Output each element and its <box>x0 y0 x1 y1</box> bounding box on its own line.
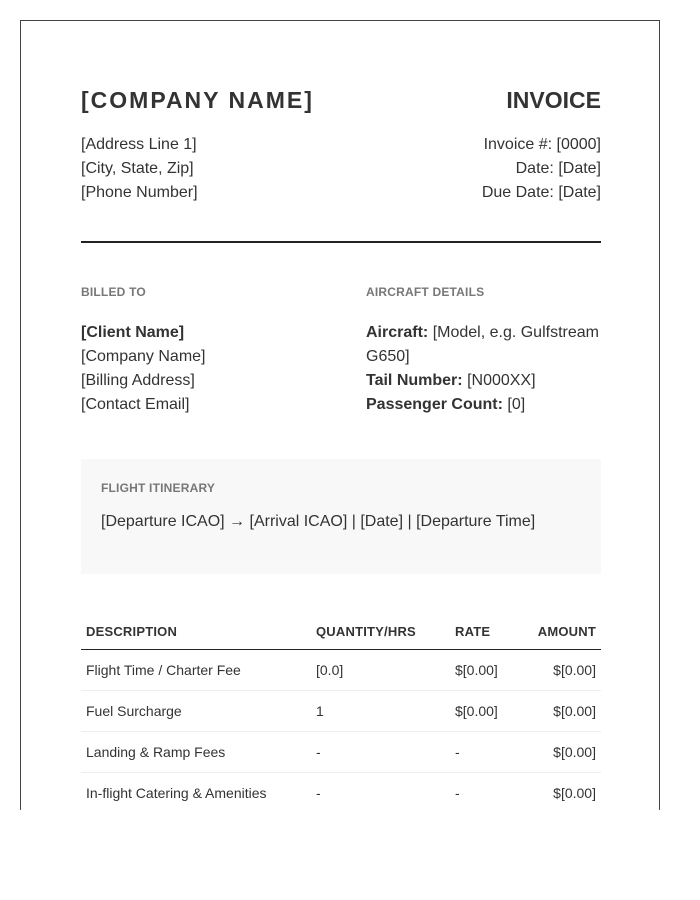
column-header-description: DESCRIPTION <box>81 613 311 650</box>
aircraft-details-label: AIRCRAFT DETAILS <box>366 285 485 299</box>
tail-number-label: Tail Number: <box>366 372 463 389</box>
tail-number-row <box>366 369 606 393</box>
due-date-value: [Date] <box>558 184 601 201</box>
phone-number: [Phone Number] <box>81 184 198 201</box>
table-row <box>81 732 601 773</box>
invoice-header <box>81 87 601 237</box>
invoice-number-row <box>482 133 601 157</box>
column-header-quantity: QUANTITY/HRS <box>311 613 450 650</box>
company-address <box>81 133 198 205</box>
header-divider <box>81 241 601 243</box>
aircraft-model-value: [Model, e.g. Gulfstream <box>432 324 599 341</box>
invoice-title: INVOICE <box>506 87 601 113</box>
row-description: Fuel Surcharge <box>81 691 311 732</box>
client-company-name: [Company Name] <box>81 348 206 365</box>
row-amount: $[0.00] <box>525 773 601 811</box>
invoice-meta <box>482 133 601 205</box>
passenger-count-label: Passenger Count: <box>366 396 503 413</box>
row-quantity: - <box>311 732 450 773</box>
row-description: Landing & Ramp Fees <box>81 732 311 773</box>
invoice-sheet <box>20 20 660 810</box>
row-rate: - <box>450 732 525 773</box>
row-quantity: [0.0] <box>311 650 450 691</box>
row-amount: $[0.00] <box>525 691 601 732</box>
billed-to-label: BILLED TO <box>81 285 146 299</box>
line-items-table <box>81 613 601 810</box>
tail-number-value: [N000XX] <box>467 372 536 389</box>
due-date-row <box>482 181 601 205</box>
row-description: Flight Time / Charter Fee <box>81 650 311 691</box>
passenger-count-row <box>366 393 606 417</box>
city-state-zip: [City, State, Zip] <box>81 160 194 177</box>
invoice-number-label: Invoice #: <box>483 136 553 153</box>
row-quantity: 1 <box>311 691 450 732</box>
contact-email: [Contact Email] <box>81 396 190 413</box>
row-description: In-flight Catering & Amenities <box>81 773 311 811</box>
invoice-date-label: Date: <box>515 160 554 177</box>
column-header-rate: RATE <box>450 613 525 650</box>
column-header-amount: AMOUNT <box>525 613 601 650</box>
invoice-number-value: [0000] <box>556 136 601 153</box>
billed-to-section <box>81 285 341 417</box>
passenger-count-value: [0] <box>507 396 526 413</box>
client-name: [Client Name] <box>81 324 185 341</box>
table-row <box>81 691 601 732</box>
aircraft-model-label: Aircraft: <box>366 324 429 341</box>
row-amount: $[0.00] <box>525 650 601 691</box>
flight-itinerary-label: FLIGHT ITINERARY <box>101 481 216 495</box>
table-header-row <box>81 613 601 650</box>
row-quantity: - <box>311 773 450 811</box>
due-date-label: Due Date: <box>481 184 554 201</box>
table-row <box>81 650 601 691</box>
address-line-1: [Address Line 1] <box>81 136 197 153</box>
aircraft-model-value-cont: G650] <box>366 348 410 365</box>
invoice-date-row <box>482 157 601 181</box>
table-row <box>81 773 601 811</box>
billed-to-lines <box>81 321 341 417</box>
billing-address: [Billing Address] <box>81 372 195 389</box>
aircraft-details-lines <box>366 321 606 417</box>
aircraft-details-section <box>366 285 606 417</box>
row-amount: $[0.00] <box>525 732 601 773</box>
row-rate: - <box>450 773 525 811</box>
row-rate: $[0.00] <box>450 691 525 732</box>
company-name: [COMPANY NAME] <box>81 87 314 113</box>
row-rate: $[0.00] <box>450 650 525 691</box>
flight-route: [Departure ICAO] → [Arrival ICAO] | [Date] | [Departure Time] <box>101 513 536 530</box>
aircraft-model-row <box>366 321 606 345</box>
flight-itinerary-box <box>81 459 601 574</box>
invoice-date-value: [Date] <box>558 160 601 177</box>
